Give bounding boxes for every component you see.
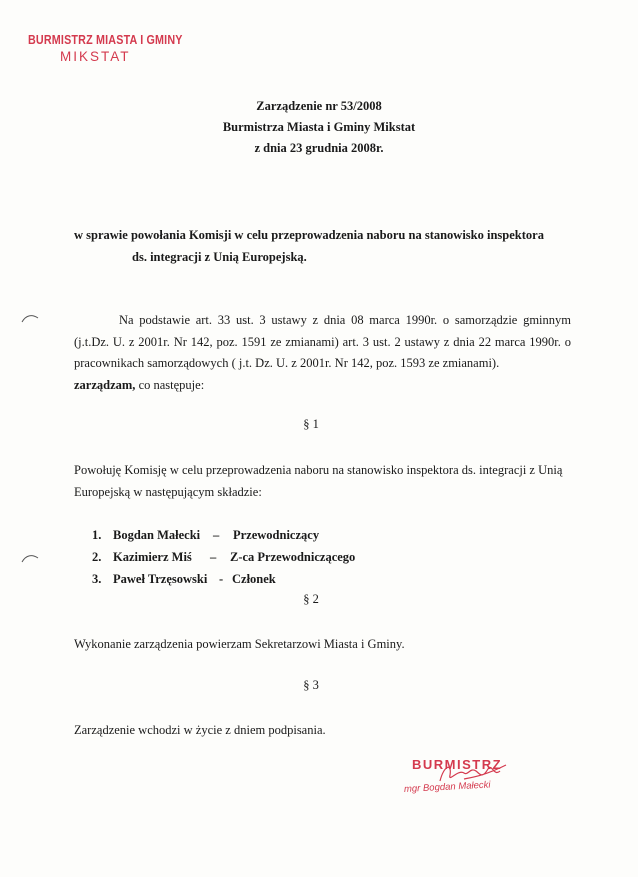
heading-title: Zarządzenie nr 53/2008 <box>256 99 382 113</box>
member-role: Przewodniczący <box>233 528 320 542</box>
member-dash: – <box>210 550 217 564</box>
section-2-mark: § 2 <box>303 592 319 606</box>
heading-issuer: Burmistrza Miasta i Gminy Mikstat <box>222 120 416 134</box>
signature-stamp-name: mgr Bogdan Małecki <box>403 779 491 795</box>
member-role: Członek <box>232 572 276 586</box>
signature-stamp <box>404 757 534 795</box>
member-name: Paweł Trzęsowski <box>113 572 208 586</box>
execution-paragraph: Wykonanie zarządzenia powierzam Sekretarzowi Miasta i Gminy. <box>74 637 405 651</box>
subject-line1: w sprawie powołania Komisji w celu przeprowadzenia naboru na stanowisko inspektora <box>74 228 544 242</box>
subject-line2: ds. integracji z Unią Europejską. <box>132 250 307 264</box>
entry-into-force-paragraph: Zarządzenie wchodzi w życie z dniem podpisania. <box>74 723 326 737</box>
signature-stamp-title: BURMISTRZ <box>412 757 503 772</box>
preamble-paragraph <box>74 310 571 396</box>
preamble-text: Na podstawie art. 33 ust. 3 ustawy z dnia 08 marca 1990r. o samorządzie gminnym (j.t.Dz. U. z 2001r. Nr 142, poz. 1591 ze zmianami) art. 3 ust. 2 ustawy z dnia 22 marca 1990r. o pracownikach samorządowych ( j.t. Dz. U. z 2001r. Nr 142, poz. 1593 ze zmianami). <box>74 313 571 370</box>
office-stamp-line2: MIKSTAT <box>60 49 131 64</box>
document-subject <box>74 224 574 268</box>
preamble-bold: zarządzam, <box>74 377 136 392</box>
section-3-mark: § 3 <box>303 678 319 692</box>
appointment-paragraph: Powołuję Komisję w celu przeprowadzenia naboru na stanowisko inspektora ds. integracji z Unią Europejską w następującym składzie: <box>74 463 563 499</box>
document-heading <box>0 96 638 159</box>
punch-hole-mark-icon <box>20 552 40 564</box>
preamble-tail: co następuje: <box>135 377 205 392</box>
member-dash: - <box>219 572 224 586</box>
office-stamp-line1: BURMISTRZ MIASTA I GMINY <box>28 33 183 47</box>
member-number: 1. <box>92 528 102 542</box>
member-dash: – <box>213 528 220 542</box>
member-role: Z-ca Przewodniczącego <box>230 550 356 564</box>
member-name: Bogdan Małecki <box>113 528 201 542</box>
member-name: Kazimierz Miś <box>113 550 192 564</box>
member-number: 2. <box>92 550 102 564</box>
section-1-mark: § 1 <box>303 417 319 431</box>
office-stamp <box>28 33 208 64</box>
member-number: 3. <box>92 572 102 586</box>
heading-date: z dnia 23 grudnia 2008r. <box>254 141 384 155</box>
punch-hole-mark-icon <box>20 312 40 324</box>
